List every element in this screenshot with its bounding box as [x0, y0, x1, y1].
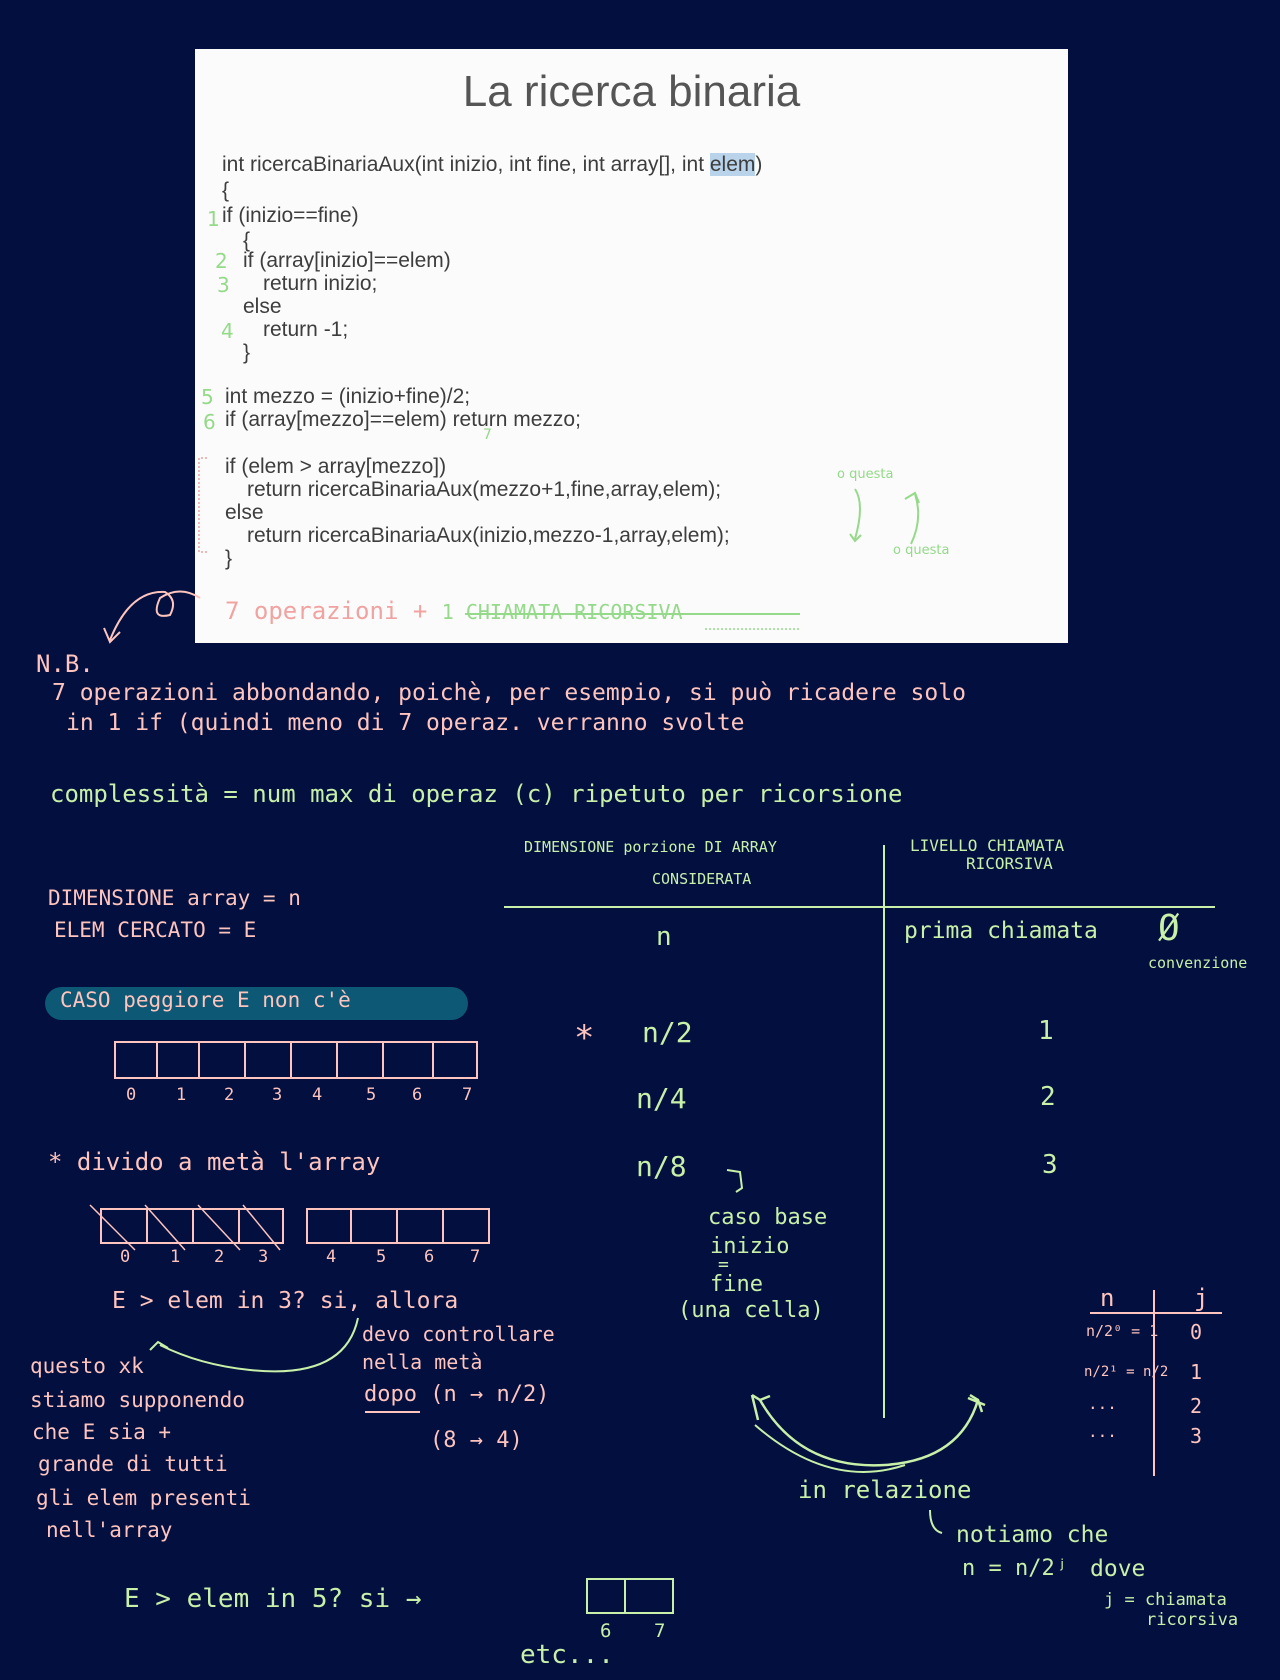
- nb-line: 7 operazioni abbondando, poichè, per esempio, si può ricadere solo: [52, 680, 966, 706]
- table-liv-cell: prima chiamata: [904, 918, 1098, 944]
- array-cell: [238, 1208, 284, 1244]
- op-number: 6: [203, 410, 216, 434]
- array-cell: [146, 1208, 194, 1244]
- elem-cercato-line: ELEM CERCATO = E: [54, 918, 257, 942]
- caso-base-line: (una cella): [678, 1298, 824, 1323]
- array-cell: [432, 1041, 478, 1079]
- caso-peggiore-label: CASO peggiore E non c'è: [60, 988, 351, 1012]
- code-line: if (array[mezzo]==elem) return mezzo;: [225, 408, 581, 431]
- array-index: 2: [224, 1085, 235, 1105]
- caso-base-line: inizio: [710, 1234, 790, 1259]
- caso-base-line: =: [718, 1254, 729, 1275]
- table-header-right: LIVELLO CHIAMATA: [910, 836, 1065, 855]
- devo-line: devo controllare: [362, 1322, 555, 1346]
- questa-label: o questa: [893, 543, 950, 558]
- j-definition-2: ricorsiva: [1146, 1610, 1239, 1630]
- summary-ops: 7 operazioni +: [225, 597, 442, 625]
- code-line: {: [222, 179, 230, 202]
- caso-base-line: fine: [710, 1272, 763, 1297]
- table-liv-cell: 1: [1038, 1016, 1054, 1046]
- star-marker: *: [574, 1018, 595, 1058]
- op-number: 5: [201, 385, 214, 409]
- caso-base-line: caso base: [708, 1205, 828, 1230]
- code-line: return -1;: [263, 318, 349, 341]
- array-full: [114, 1041, 478, 1079]
- array-index: 7: [462, 1085, 473, 1105]
- code-line: if (elem > array[mezzo]): [225, 455, 447, 478]
- table-dim-cell: n: [656, 922, 672, 952]
- op-number: 2: [215, 249, 228, 273]
- questo-line: stiamo supponendo: [30, 1388, 245, 1412]
- nb-label: N.B.: [36, 650, 94, 678]
- etc-label: etc...: [520, 1640, 614, 1670]
- table-header-left-2: CONSIDERATA: [652, 870, 752, 888]
- array-cell: [396, 1208, 444, 1244]
- array-index: 4: [312, 1085, 323, 1105]
- code-line: }: [243, 341, 251, 364]
- table-header-right-2: RICORSIVA: [966, 854, 1053, 873]
- op-number: 1: [207, 207, 220, 231]
- in-relazione-label: in relazione: [798, 1476, 972, 1504]
- code-line: return ricercaBinariaAux(mezzo+1,fine,array,elem);: [247, 478, 722, 501]
- array-cell: [336, 1041, 384, 1079]
- array-right-half: [306, 1208, 490, 1244]
- mini-table-cell: 3: [1190, 1424, 1203, 1448]
- question-line-2: E > elem in 5? si →: [124, 1584, 422, 1614]
- array-index: 7: [654, 1620, 666, 1642]
- questo-line: nell'array: [46, 1518, 173, 1542]
- questa-label: o questa: [837, 467, 894, 482]
- array-cell: [442, 1208, 490, 1244]
- questo-line: grande di tutti: [38, 1452, 228, 1476]
- array-index: 4: [326, 1247, 337, 1267]
- mini-table-cell: n/2¹ = n/2: [1084, 1364, 1169, 1380]
- table-dim-cell: n/4: [636, 1082, 687, 1115]
- table-dim-cell: n/8: [636, 1150, 687, 1183]
- array-cell: [244, 1041, 292, 1079]
- table-liv-cell: 2: [1040, 1082, 1056, 1112]
- array-index: 0: [120, 1247, 131, 1267]
- code-line: else: [243, 295, 282, 318]
- convenzione-label: convenzione: [1148, 954, 1248, 972]
- array-cell: [290, 1041, 338, 1079]
- table-dim-cell: n/2: [642, 1016, 693, 1049]
- op-number: 4: [221, 319, 234, 343]
- array-index: 1: [170, 1247, 181, 1267]
- array-index: 1: [176, 1085, 187, 1105]
- array-index: 3: [272, 1085, 283, 1105]
- j-definition: j = chiamata: [1104, 1590, 1227, 1610]
- summary-call: 1 CHIAMATA RICORSIVA: [441, 600, 683, 624]
- mini-table-cell: n/2⁰ = 1: [1086, 1322, 1159, 1340]
- array-index: 5: [366, 1085, 377, 1105]
- array-left-half: [100, 1208, 284, 1244]
- code-line: if (inizio==fine): [222, 204, 359, 227]
- array-cell: [382, 1041, 434, 1079]
- devo-line: nella metà: [362, 1350, 483, 1374]
- code-line: int mezzo = (inizio+fine)/2;: [225, 385, 471, 408]
- questo-line: che E sia +: [32, 1420, 172, 1444]
- slide-title: La ricerca binaria: [462, 67, 801, 116]
- mini-table-header: j: [1194, 1284, 1209, 1312]
- mini-table-cell: 0: [1190, 1320, 1203, 1344]
- code-line: {: [243, 229, 251, 252]
- array-index: 0: [126, 1085, 137, 1105]
- array-index: 5: [376, 1247, 387, 1267]
- array-index: 7: [470, 1247, 481, 1267]
- code-line: return inizio;: [263, 272, 378, 295]
- code-line: }: [225, 547, 233, 570]
- devo-line: dopo (n → n/2): [364, 1382, 550, 1407]
- array-cell: [306, 1208, 352, 1244]
- questo-line: gli elem presenti: [36, 1486, 251, 1510]
- array-cell: [586, 1578, 626, 1614]
- mini-table-cell: ...: [1088, 1422, 1117, 1441]
- array-cell: [192, 1208, 240, 1244]
- divido-line: * divido a metà l'array: [48, 1148, 381, 1176]
- array-cell: [624, 1578, 674, 1614]
- question-line: E > elem in 3? si, allora: [112, 1288, 459, 1314]
- table-liv-cell: 3: [1042, 1150, 1058, 1180]
- nb-line: in 1 if (quindi meno di 7 operaz. verranno svolte: [66, 710, 745, 736]
- array-last-pair: [586, 1578, 674, 1614]
- mini-table-header: n: [1100, 1284, 1115, 1312]
- array-cell: [156, 1041, 200, 1079]
- mini-table-cell: 1: [1190, 1360, 1203, 1384]
- devo-line: (8 → 4): [430, 1428, 523, 1453]
- code-signature-text: int ricercaBinariaAux(int inizio, int fine, int array[], int: [222, 153, 710, 176]
- array-index: 2: [214, 1247, 225, 1267]
- op-number: 7: [483, 427, 492, 443]
- array-index: 6: [600, 1620, 612, 1642]
- array-index: 6: [412, 1085, 423, 1105]
- dim-array-line: DIMENSIONE array = n: [48, 886, 301, 910]
- code-line: if (array[inizio]==elem): [243, 249, 451, 272]
- array-cell: [350, 1208, 398, 1244]
- highlighted-elem: elem: [709, 153, 756, 176]
- array-cell: [100, 1208, 148, 1244]
- array-index: 3: [258, 1247, 269, 1267]
- dove-label: dove: [1090, 1556, 1146, 1582]
- array-cell: [114, 1041, 158, 1079]
- formula: n = n/2ʲ: [962, 1556, 1068, 1581]
- code-line: return ricercaBinariaAux(inizio,mezzo-1,array,elem);: [247, 524, 730, 547]
- mini-table-cell: 2: [1190, 1394, 1203, 1418]
- op-number: 3: [217, 273, 230, 297]
- array-index: 6: [424, 1247, 435, 1267]
- notiamo-label: notiamo che: [956, 1522, 1109, 1548]
- table-header-left: DIMENSIONE porzione DI ARRAY: [524, 838, 777, 856]
- complessita-line: complessità = num max di operaz (c) ripetuto per ricorsione: [50, 780, 903, 808]
- mini-table-cell: ...: [1088, 1394, 1117, 1413]
- code-signature-end: ): [755, 153, 763, 176]
- questo-line: questo xk: [30, 1354, 144, 1378]
- empty-set-symbol: Ø: [1158, 908, 1180, 949]
- code-line: else: [225, 501, 264, 524]
- array-cell: [198, 1041, 246, 1079]
